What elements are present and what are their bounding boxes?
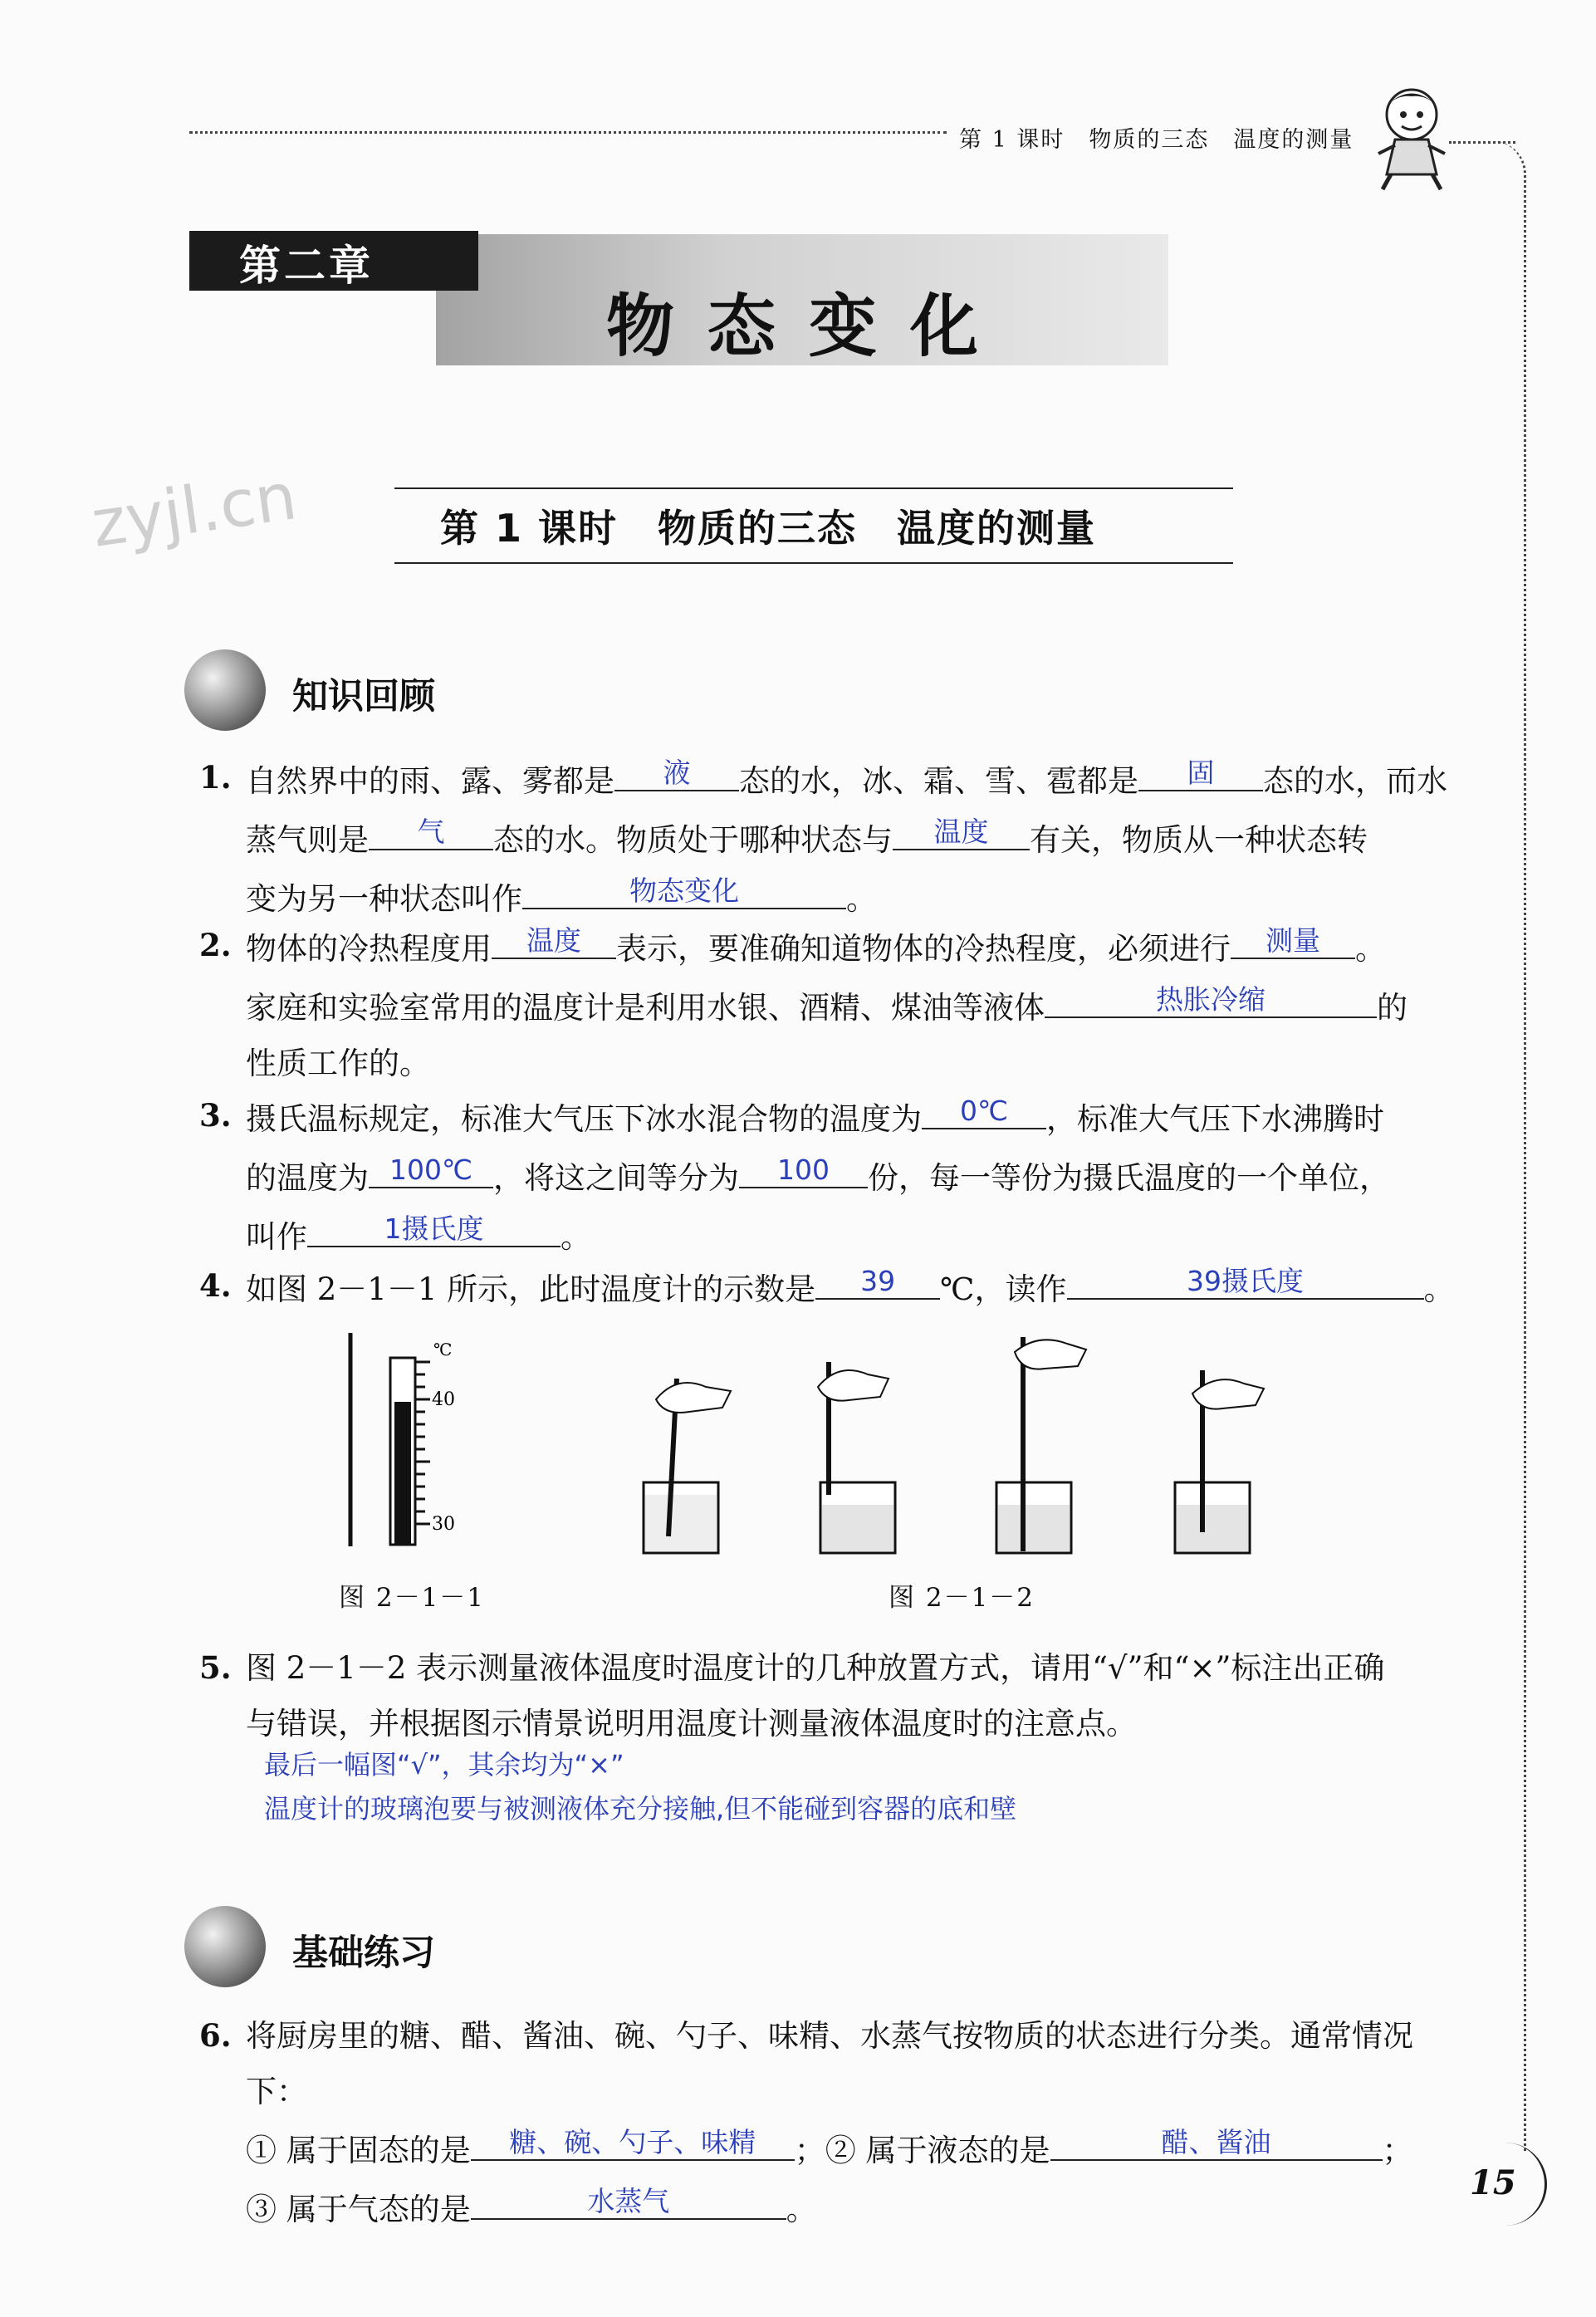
mascot-icon — [1362, 83, 1457, 191]
answer-blank: 温度 — [492, 918, 616, 959]
question-text: 摄氏温标规定，标准大气压下冰水混合物的温度为 0℃ ，标准大气压下水沸腾时 的温度为 100℃ ，将这之间等分为 100 份，每一等份为摄氏温度的一个单位， 叫作 1摄氏度 。 — [246, 1088, 1458, 1265]
answer-blank: 液 — [614, 750, 739, 791]
globe-icon — [184, 649, 266, 731]
running-header: 第 1 课时 物质的三态 温度的测量 — [959, 127, 1354, 153]
question-number: 3. — [199, 1097, 232, 1134]
answer-blank: 物态变化 — [522, 868, 846, 909]
question-number: 5. — [199, 1649, 232, 1686]
question-number: 6. — [199, 2017, 232, 2054]
answer-blank: 100 — [739, 1147, 868, 1188]
answer-blank: 100℃ — [369, 1147, 493, 1188]
chapter-label: 第二章 — [239, 241, 374, 290]
question-number: 1. — [199, 759, 232, 796]
lesson-rule-bottom — [394, 562, 1233, 564]
page-number: 15 — [1470, 2163, 1516, 2202]
watermark: zyjl.cn — [86, 459, 301, 562]
answer-blank: 温度 — [893, 809, 1030, 850]
thermometer-figure — [332, 1329, 482, 1549]
question-text: 物体的冷热程度用 温度 表示，要准确知道物体的冷热程度，必须进行 测量 。 家庭和实验室常用的温度计是利用水银、酒精、煤油等液体 热胀冷缩 的 性质工作的。 — [246, 918, 1458, 1091]
handwritten-answer-1: 最后一幅图“√”，其余均为“×” — [264, 1749, 624, 1781]
answer-blank: 糖、碗、勺子、味精 — [471, 2119, 795, 2161]
page-border — [1491, 141, 1526, 2151]
lesson-title: 第 1 课时 物质的三态 温度的测量 — [440, 506, 1097, 551]
beaker-setup-2 — [818, 1362, 895, 1553]
lesson-rule-top — [394, 487, 1233, 489]
question-text: 将厨房里的糖、醋、酱油、碗、勺子、味精、水蒸气按物质的状态进行分类。通常情况下： ① 属于固态的是 糖、碗、勺子、味精 ；② 属于液态的是 醋、酱油 ； ③ 属于气态的是 水蒸气 。 — [246, 2018, 1413, 2227]
question-text: 如图 2－1－1 所示，此时温度计的示数是 39 ℃，读作 39摄氏度 。 — [246, 1258, 1458, 1317]
beaker-setup-1 — [644, 1379, 731, 1553]
answer-blank: 39摄氏度 — [1067, 1258, 1424, 1300]
header-rule — [189, 131, 947, 134]
beaker-setup-4 — [1175, 1370, 1264, 1553]
beaker-setup-3 — [996, 1337, 1086, 1553]
figure-caption-2: 图 2－1－2 — [889, 1583, 1035, 1613]
question-number: 2. — [199, 927, 232, 963]
answer-blank: 醋、酱油 — [1050, 2119, 1383, 2161]
answer-blank: 1摄氏度 — [307, 1206, 561, 1247]
thermo-unit: ℃ — [433, 1340, 453, 1359]
answer-blank: 固 — [1138, 750, 1263, 791]
globe-icon — [184, 1906, 266, 1987]
handwritten-answer-2: 温度计的玻璃泡要与被测液体充分接触,但不能碰到容器的底和壁 — [264, 1793, 1017, 1825]
question-text: 图 2－1－2 表示测量液体温度时温度计的几种放置方式，请用“√”和“×”标注出正确 与错误，并根据图示情景说明用温度计测量液体温度时的注意点。 — [246, 1650, 1385, 1741]
answer-blank: 0℃ — [922, 1088, 1046, 1129]
section-title-review: 知识回顾 — [292, 676, 435, 718]
answer-blank: 水蒸气 — [471, 2178, 786, 2220]
beakers-figure — [631, 1329, 1279, 1561]
answer-blank: 气 — [369, 809, 493, 850]
answer-blank: 39 — [815, 1258, 940, 1300]
figure-caption-1: 图 2－1－1 — [339, 1583, 486, 1613]
thermo-tick-40: 40 — [432, 1389, 455, 1410]
section-title-practice: 基础练习 — [292, 1932, 435, 1974]
answer-blank: 热胀冷缩 — [1045, 977, 1377, 1018]
answer-blank: 测量 — [1231, 918, 1355, 959]
question-number: 4. — [199, 1267, 232, 1304]
chapter-title: 物态变化 — [606, 287, 1012, 366]
question-text: 自然界中的雨、露、雾都是 液 态的水，冰、霜、雪、雹都是 固 态的水，而水 蒸气则是 气 态的水。物质处于哪种状态与 温度 有关，物质从一种状态转 变为另一种状态叫作 物态变化 。 — [246, 750, 1458, 927]
thermo-tick-30: 30 — [432, 1514, 455, 1535]
